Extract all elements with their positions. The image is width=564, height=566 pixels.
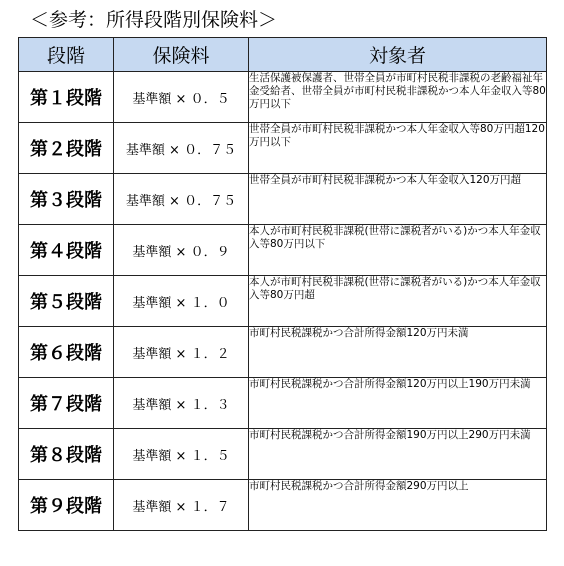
premium-table — [18, 37, 547, 531]
page-title: ＜参考：所得段階別保険料＞ — [30, 9, 278, 31]
stage-cell: 第８段階 — [19, 429, 114, 480]
table-row — [19, 327, 547, 378]
target-cell: 世帯全員が市町村民税非課税かつ本人年金収入120万円超 — [249, 174, 547, 225]
table-row — [19, 429, 547, 480]
table-row — [19, 225, 547, 276]
rate-cell: 基準額 × ０．５ — [114, 72, 249, 123]
rate-cell: 基準額 × ０．７５ — [114, 123, 249, 174]
rate-cell: 基準額 × ０．９ — [114, 225, 249, 276]
target-cell: 本人が市町村民税非課税(世帯に課税者がいる)かつ本人年金収入等80万円超 — [249, 276, 547, 327]
stage-cell: 第７段階 — [19, 378, 114, 429]
rate-cell: 基準額 × １．２ — [114, 327, 249, 378]
target-cell: 世帯全員が市町村民税非課税かつ本人年金収入等80万円超120万円以下 — [249, 123, 547, 174]
column-header-premium: 保険料 — [114, 38, 249, 72]
target-cell: 市町村民税課税かつ合計所得金額290万円以上 — [249, 480, 547, 531]
stage-cell: 第３段階 — [19, 174, 114, 225]
target-cell: 市町村民税課税かつ合計所得金額190万円以上290万円未満 — [249, 429, 547, 480]
target-cell: 市町村民税課税かつ合計所得金額120万円以上190万円未満 — [249, 378, 547, 429]
table-row — [19, 72, 547, 123]
stage-cell: 第６段階 — [19, 327, 114, 378]
target-cell: 本人が市町村民税非課税(世帯に課税者がいる)かつ本人年金収入等80万円以下 — [249, 225, 547, 276]
stage-cell: 第５段階 — [19, 276, 114, 327]
table-row — [19, 174, 547, 225]
stage-cell: 第９段階 — [19, 480, 114, 531]
rate-cell: 基準額 × １．０ — [114, 276, 249, 327]
table-header-row — [19, 38, 547, 72]
target-cell: 市町村民税課税かつ合計所得金額120万円未満 — [249, 327, 547, 378]
table-row — [19, 123, 547, 174]
rate-cell: 基準額 × １．３ — [114, 378, 249, 429]
rate-cell: 基準額 × １．７ — [114, 480, 249, 531]
rate-cell: 基準額 × １．５ — [114, 429, 249, 480]
stage-cell: 第１段階 — [19, 72, 114, 123]
rate-cell: 基準額 × ０．７５ — [114, 174, 249, 225]
target-cell: 生活保護被保護者、世帯全員が市町村民税非課税の老齢福祉年金受給者、世帯全員が市町村民税非課税かつ本人年金収入等80万円以下 — [249, 72, 547, 123]
stage-cell: 第２段階 — [19, 123, 114, 174]
stage-cell: 第４段階 — [19, 225, 114, 276]
table-row — [19, 276, 547, 327]
table-row — [19, 378, 547, 429]
column-header-stage: 段階 — [19, 38, 114, 72]
table-row — [19, 480, 547, 531]
column-header-target: 対象者 — [249, 38, 547, 72]
